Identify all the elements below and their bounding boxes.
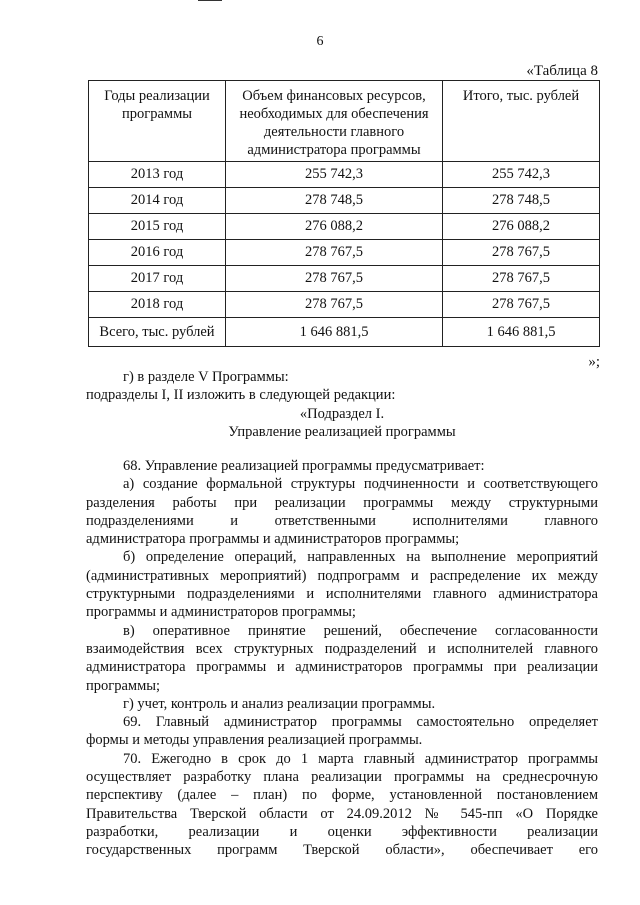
text-line: (административных мероприятий) подпрограмм и распределение их между: [86, 567, 598, 584]
table-row: [89, 214, 600, 240]
body-text: [86, 457, 598, 860]
table-row: [89, 266, 600, 292]
text-line: администратора программы и администраторов программы при реализации: [86, 659, 598, 676]
cell-total: 278 767,5: [443, 240, 600, 266]
header-total: Итого, тыс. рублей: [443, 81, 600, 162]
cell-volume: 278 767,5: [226, 266, 443, 292]
text-line: Правительства Тверской области от 24.09.2012 № 545-пп «О Порядке: [86, 805, 598, 822]
text-line: структурными подразделениями и исполнителями главного администратора: [86, 586, 598, 603]
cell-total: 278 767,5: [443, 266, 600, 292]
text-line: формы и методы управления реализацией программы.: [86, 732, 423, 749]
text-line: администратора программы и администраторов программы;: [86, 531, 460, 548]
cell-volume: 255 742,3: [226, 162, 443, 188]
scan-top-mark: [198, 0, 222, 1]
cell-year: 2017 год: [89, 266, 226, 292]
cell-year: 2013 год: [89, 162, 226, 188]
cell-year: 2018 год: [89, 292, 226, 318]
table-row: [89, 292, 600, 318]
cell-total: 276 088,2: [443, 214, 600, 240]
text-line: программы;: [86, 677, 161, 694]
finance-table: [88, 80, 600, 347]
cell-year: 2016 год: [89, 240, 226, 266]
table-row: [89, 240, 600, 266]
text-line: перспективу (далее – план) по форме, установленной постановлением: [86, 787, 598, 804]
subsection-title: «Подраздел I.: [299, 405, 385, 422]
cell-total: 278 748,5: [443, 188, 600, 214]
text-line: государственных программ Тверской области», обеспечивает его: [86, 842, 598, 859]
cell-year: 2015 год: [89, 214, 226, 240]
subsections-line: подразделы I, II изложить в следующей редакции:: [86, 387, 396, 404]
text-line: разработки, реализации и оценки эффективности реализации: [86, 823, 598, 840]
table-header-row: [89, 81, 600, 162]
cell-total: 278 767,5: [443, 292, 600, 318]
text-line: 69. Главный администратор программы самостоятельно определяет: [123, 714, 598, 731]
item-g-intro: г) в разделе V Программы:: [123, 369, 289, 385]
text-line: г) учет, контроль и анализ реализации программы.: [123, 695, 436, 712]
cell-volume: 278 767,5: [226, 292, 443, 318]
cell-volume: 278 767,5: [226, 240, 443, 266]
table-row: [89, 162, 600, 188]
text-line: взаимодействия всех структурных подразделений и исполнителей главного: [86, 640, 598, 657]
header-volume: Объем финансовых ресурсов, необходимых для обеспечения деятельности главного администратора программы: [226, 81, 443, 162]
intro-block: [86, 368, 598, 441]
text-line: программы и администраторов программы;: [86, 604, 356, 621]
header-years: Годы реализации программы: [89, 81, 226, 162]
table-caption: «Таблица 8: [526, 63, 598, 79]
cell-total-label: Всего, тыс. рублей: [89, 318, 226, 347]
text-line: подразделениями и ответственными исполнителями главного: [86, 512, 598, 529]
text-line: осуществляет разработку плана реализации программы на среднесрочную: [86, 769, 598, 786]
subsection-subtitle: Управление реализацией программы: [228, 423, 456, 440]
cell-total: 255 742,3: [443, 162, 600, 188]
cell-volume: 276 088,2: [226, 214, 443, 240]
close-quote: »;: [588, 354, 600, 370]
table-total-row: [89, 318, 600, 347]
page-number: 6: [316, 34, 324, 49]
text-line: в) оперативное принятие решений, обеспечение согласованности: [123, 622, 598, 639]
cell-volume: 278 748,5: [226, 188, 443, 214]
text-line: разделения работы при реализации программы между структурными: [86, 494, 598, 511]
text-line: б) определение операций, направленных на выполнение мероприятий: [123, 549, 598, 566]
cell-year: 2014 год: [89, 188, 226, 214]
text-line: а) создание формальной структуры подчиненности и соответствующего: [123, 476, 598, 493]
text-line: 68. Управление реализацией программы предусматривает:: [123, 458, 485, 474]
table-row: [89, 188, 600, 214]
cell-total-volume: 1 646 881,5: [226, 318, 443, 347]
cell-total-sum: 1 646 881,5: [443, 318, 600, 347]
text-line: 70. Ежегодно в срок до 1 марта главный администратор программы: [123, 750, 598, 767]
